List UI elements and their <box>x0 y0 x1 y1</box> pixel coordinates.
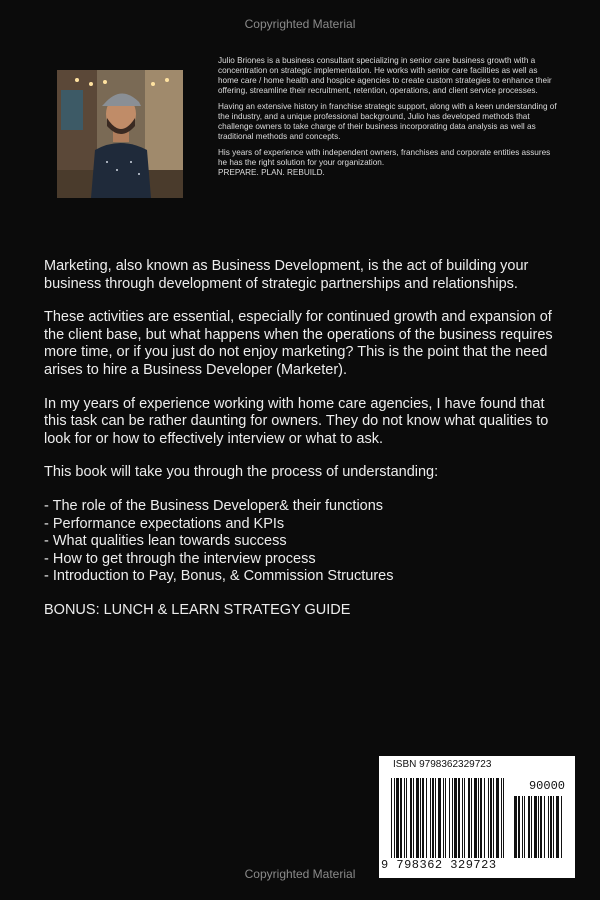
addon-barcode-bar <box>514 796 517 858</box>
addon-barcode-bar <box>550 796 552 858</box>
author-bio <box>218 56 558 184</box>
barcode-bar <box>490 778 492 858</box>
barcode-bar <box>406 778 407 858</box>
barcode-bar <box>471 778 472 858</box>
addon-barcode-bar <box>561 796 562 858</box>
addon-barcode-bar <box>531 796 532 858</box>
barcode-bar <box>438 778 441 858</box>
barcode-bar <box>449 778 450 858</box>
barcode-bar <box>488 778 489 858</box>
isbn-label: ISBN 9798362329723 <box>393 759 492 770</box>
barcode-bar <box>394 778 395 858</box>
author-photo <box>57 70 183 198</box>
watermark-top: Copyrighted Material <box>244 17 356 31</box>
addon-barcode-bar <box>518 796 520 858</box>
list-item: - The role of the Business Developer& their functions <box>44 497 384 514</box>
book-description <box>44 258 564 636</box>
list-item: - Performance expectations and KPIs <box>44 515 285 532</box>
description-paragraph: This book will take you through the process of understanding: <box>44 464 439 481</box>
barcode-bar <box>430 778 431 858</box>
watermark-bottom: Copyrighted Material <box>244 867 356 881</box>
barcode-bar <box>464 778 465 858</box>
addon-barcode-bar <box>534 796 537 858</box>
barcode-bar <box>416 778 419 858</box>
barcode-bar <box>480 778 482 858</box>
list-item: - Introduction to Pay, Bonus, & Commission Structures <box>44 568 394 585</box>
addon-barcode-bar <box>528 796 530 858</box>
bio-paragraph: Having an extensive history in franchise strategic support, along with a keen understanding of the industry, and a unique professional background, Julio has developed methods that challenge owners to take charge of their business incorporating data analysis as well as traditional methods and concepts. <box>218 102 557 141</box>
barcode-bar <box>420 778 421 858</box>
barcode-bar <box>445 778 446 858</box>
barcode-bar <box>454 778 457 858</box>
bio-paragraph: Julio Briones is a business consultant specializing in senior care business growth with a concentration on strategic implementation. He works with senior care facilities as well as home care / home health and hospice agencies to create custom strategies to enhance their offering, streamline their recruitment, retention, operations, and client service processes. <box>218 56 552 95</box>
bonus-line: BONUS: LUNCH & LEARN STRATEGY GUIDE <box>44 601 351 618</box>
barcode-bar <box>410 778 412 858</box>
barcode-digits: 9 798362 329723 <box>381 858 497 872</box>
addon-barcode-bar <box>522 796 523 858</box>
barcode-bar <box>443 778 444 858</box>
barcode-bar <box>458 778 460 858</box>
barcode-bar <box>422 778 424 858</box>
addon-barcode-bar <box>556 796 559 858</box>
addon-barcode-bar <box>544 796 545 858</box>
barcode-bar <box>462 778 463 858</box>
barcode-bar <box>400 778 402 858</box>
bio-paragraph: His years of experience with independent owners, franchises and corporate entities assures he has the right solution for your organization. <box>218 148 551 167</box>
addon-barcode-bar <box>553 796 554 858</box>
barcode-bar <box>496 778 499 858</box>
addon-barcode-bar <box>548 796 549 858</box>
isbn-barcode <box>379 756 575 878</box>
description-paragraph: Marketing, also known as Business Development, is the act of building your business through development of strategic partnerships and relationships. <box>44 258 529 292</box>
description-paragraph: In my years of experience working with home care agencies, I have found that this task can be rather daunting for owners. They do not know what qualities to look for or how to effectively interview or what to ask. <box>44 395 549 447</box>
price-code: 90000 <box>528 779 565 793</box>
addon-barcode-bar <box>524 796 525 858</box>
barcode-bar <box>432 778 434 858</box>
barcode-bar <box>501 778 502 858</box>
barcode-bar <box>391 778 392 858</box>
list-item: - What qualities lean towards success <box>44 533 287 550</box>
bio-tagline: PREPARE. PLAN. REBUILD. <box>218 168 325 177</box>
topics-list <box>44 498 564 586</box>
barcode-bar <box>396 778 399 858</box>
barcode-bar <box>452 778 453 858</box>
barcode-bar <box>478 778 479 858</box>
barcode-bar <box>426 778 427 858</box>
author-photo-illustration <box>57 70 183 198</box>
addon-barcode-bar <box>540 796 542 858</box>
addon-barcode-bar <box>538 796 539 858</box>
barcode-bar <box>484 778 485 858</box>
list-item: - How to get through the interview process <box>44 550 316 567</box>
barcode-bar <box>435 778 436 858</box>
description-paragraph: These activities are essential, especially for continued growth and expansion of the client base, but what happens when the operations of the business requires more time, or if you just do not enjoy marketing? This is the point that the need arises to hire a Business Developer (Marketer). <box>44 309 553 378</box>
barcode-bar <box>503 778 504 858</box>
barcode-bar <box>474 778 477 858</box>
barcode-bar <box>468 778 470 858</box>
barcode-bar <box>404 778 405 858</box>
barcode-bar <box>413 778 414 858</box>
barcode-bar <box>493 778 494 858</box>
